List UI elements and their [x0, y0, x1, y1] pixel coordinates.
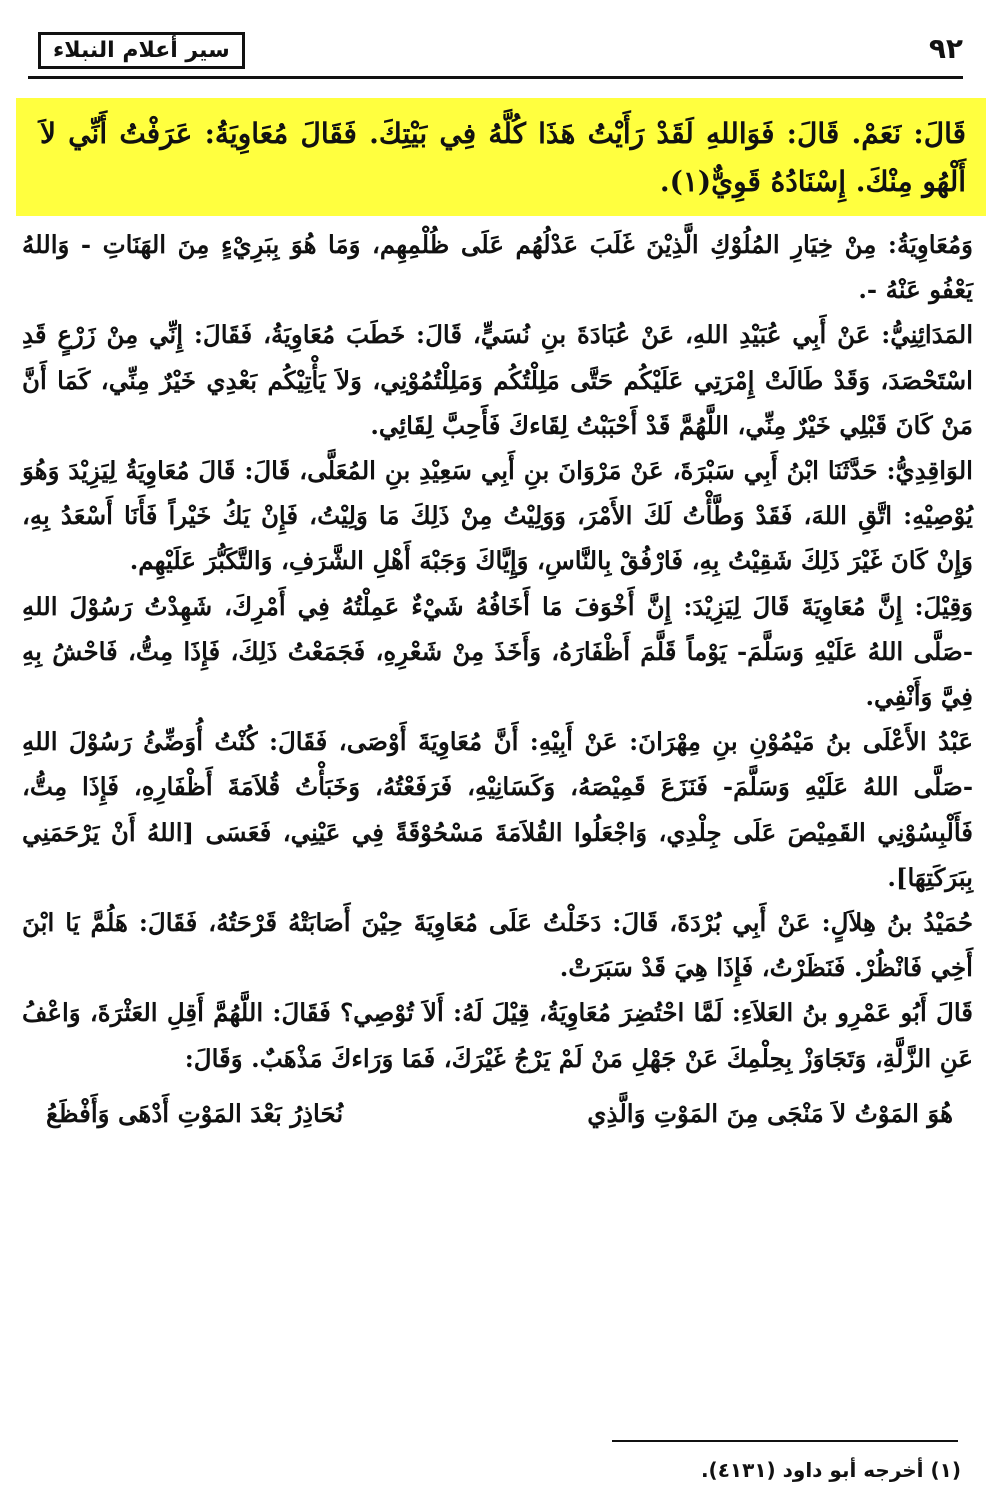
- footnote: (١) أخرجه أبو داود (٤١٣١).: [700, 1458, 961, 1482]
- paragraph-yazid-advice: وَقِيْلَ: إِنَّ مُعَاوِيَةَ قَالَ لِيَزِيْدَ: إِنَّ أَخْوَفَ مَا أَخَافُهُ شَيْءٌ عَمِلْتُهُ فِي أَمْرِكَ، شَهِدْتُ رَسُوْلَ اللهِ -صَلَّى اللهُ عَلَيْهِ وَسَلَّمَ- يَوْماً قَلَّمَ أَظْفَارَهُ، وَأَخَذَ مِنْ شَعْرِهِ، فَجَمَعْتُ ذَلِكَ، فَإِذَا مِتُّ، فَاحْشُ بِهِ فِيَّ وَأَنْفِي.: [22, 591, 973, 712]
- running-title-box: سير أعلام النبلاء: [38, 32, 245, 69]
- body-text: [22, 222, 973, 1136]
- page-number: ٩٢: [928, 32, 963, 65]
- paragraph-muawiya-kings: وَمُعَاوِيَةُ: مِنْ خِيَارِ المُلُوْكِ الَّذِيْنَ غَلَبَ عَدْلُهُم عَلَى ظُلْمِهِم، وَمَا هُوَ بِبَرِيْءٍ مِنَ الهَنَاتِ - وَاللهُ يَعْفُو عَنْهُ -.: [22, 230, 973, 305]
- paragraph-abd-al-ala: عَبْدُ الأَعْلَى بنُ مَيْمُوْنِ بنِ مِهْرَانَ: عَنْ أَبِيْهِ: أَنَّ مُعَاوِيَةَ أَوْصَى، فَقَالَ: كُنْتُ أُوَضِّئُ رَسُوْلَ اللهِ -صَلَّى اللهُ عَلَيْهِ وَسَلَّمَ- فَنَزَعَ قَمِيْصَهُ، وَكَسَانِيْهِ، فَرَفَعْتُهُ، وَخَبَأْتُ قُلاَمَةَ أَظْفَارِهِ، فَإِذَا مِتُّ، فَأَلْبِسُوْنِي القَمِيْصَ عَلَى جِلْدِي، وَاجْعَلُوا القُلاَمَةَ مَسْحُوْقَةً فِي عَيْنِي، فَعَسَى [اللهُ أَنْ يَرْحَمَنِي بِبَرَكَتِهَا].: [22, 727, 973, 892]
- paragraph-madaini: المَدَائِنِيُّ: عَنْ أَبِي عُبَيْدِ اللهِ، عَنْ عُبَادَةَ بنِ نُسَيٍّ، قَالَ: خَطَبَ مُعَاوِيَةُ، فَقَالَ: إِنِّي مِنْ زَرْعٍ قَدِ اسْتَحْصَدَ، وَقَدْ طَالَتْ إِمْرَتِي عَلَيْكُم حَتَّى مَلِلْتُكُم وَمَلِلْتُمُوْنِي، وَلاَ يَأْتِيْكُم بَعْدِي خَيْرٌ مِنِّي، كَمَا أَنَّ مَنْ كَانَ قَبْلِي خَيْرٌ مِنِّي، اللَّهُمَّ قَدْ أَحْبَبْتُ لِقَاءكَ فَأَحِبَّ لِقَائِي.: [22, 320, 973, 440]
- verse-second-hemistich: نُحَاذِرُ بَعْدَ المَوْتِ أَدْهَى وَأَفْظَعُ: [46, 1098, 344, 1128]
- paragraph-humaid: حُمَيْدُ بنُ هِلاَلٍ: عَنْ أَبِي بُرْدَةَ، قَالَ: دَخَلْتُ عَلَى مُعَاوِيَةَ حِيْنَ أَصَابَتْهُ قَرْحَتُهُ، فَقَالَ: هَلُمَّ يَا ابْنَ أَخِي فَانْظُرْ. فَنَظَرْتُ، فَإِذَا هِيَ قَدْ سَبَرَتْ.: [22, 908, 973, 983]
- poem-verse: [22, 1091, 973, 1136]
- verse-first-hemistich: هُوَ المَوْتُ لاَ مَنْجَى مِنَ المَوْتِ وَالَّذِي: [587, 1098, 953, 1128]
- footnote-rule: [612, 1440, 958, 1442]
- paragraph-waqidi: الوَاقِدِيُّ: حَدَّثَنَا ابْنُ أَبِي سَبْرَةَ، عَنْ مَرْوَانَ بنِ أَبِي سَعِيْدِ بنِ المُعَلَّى، قَالَ: قَالَ مُعَاوِيَةُ لِيَزِيْدَ وَهُوَ يُوْصِيْهِ: اتَّقِ اللهَ، فَقَدْ وَطَّأْتُ لَكَ الأَمْرَ، وَوَلِيْتُ مِنْ ذَلِكَ مَا وَلِيْتُ، فَإِنْ يَكُ خَيْراً فَأَنَا أَسْعَدُ بِهِ، وَإِنْ كَانَ غَيْرَ ذَلِكَ شَقِيْتُ بِهِ، فَارْفُقْ بِالنَّاسِ، وَإِيَّاكَ وَجَبْهَ أَهْلِ الشَّرَفِ، وَالتَّكَبُّرَ عَلَيْهِم.: [22, 456, 973, 576]
- page-header: [28, 24, 963, 80]
- highlighted-passage: قَالَ: نَعَمْ. قَالَ: فَوَاللهِ لَقَدْ رَأَيْتُ هَذَا كُلَّهُ فِي بَيْتِكَ. فَقَالَ مُعَاوِيَةُ: عَرَفْتُ أَنِّي لاَ أَلْهُو مِنْكَ. إِسْنَادُهُ قَوِيٌّ(١).: [16, 98, 986, 216]
- header-rule: [28, 76, 963, 79]
- paragraph-abu-amr: قَالَ أَبُو عَمْرِو بنُ العَلاَءِ: لَمَّا احْتُضِرَ مُعَاوِيَةُ، قِيْلَ لَهُ: أَلاَ تُوْصِي؟ فَقَالَ: اللَّهُمَّ أَقِلِ العَثْرَةَ، وَاعْفُ عَنِ الزَّلَّةِ، وَتَجَاوَزْ بِحِلْمِكَ عَنْ جَهْلِ مَنْ لَمْ يَرْجُ غَيْرَكَ، فَمَا وَرَاءكَ مَذْهَبٌ. وَقَالَ:: [22, 998, 973, 1073]
